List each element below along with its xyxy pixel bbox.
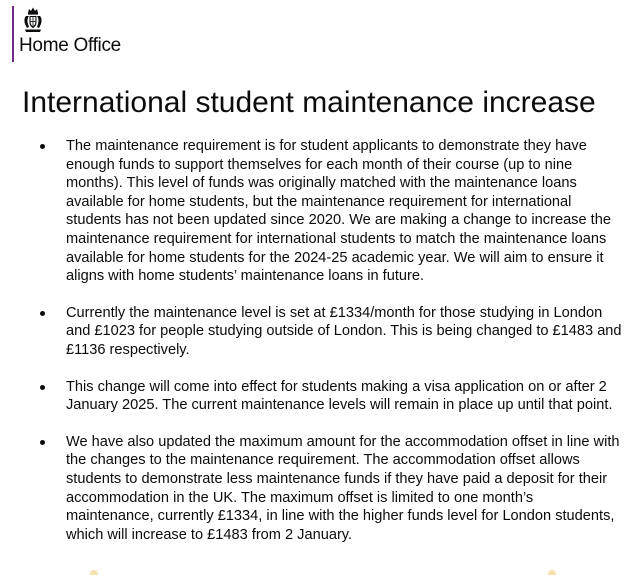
bullet-dot (40, 311, 45, 316)
list-item (22, 304, 622, 360)
list-item-text: We have also updated the maximum amount for the accommodation offset in line with the changes to the maintenance requirement. The accommodation offset allows students to demonstrate less maintenance funds if they have paid a deposit for their accommodation in the UK. The maximum offset is limited to one month’s maintenance, currently £1334, in line with the higher funds level for London students, which will increase to £1483 from 2 January. (66, 433, 620, 543)
logo-inner (19, 6, 121, 62)
decorative-mark-left (90, 570, 98, 575)
department-name: Home Office (19, 35, 121, 56)
royal-coat-of-arms-icon (22, 6, 44, 34)
list-item-text: The maintenance requirement is for student applicants to demonstrate they have enough funds to support themselves for each month of their course (up to nine months). This level of funds was originally matched with the maintenance loans available for home students, but the maintenance requirement for international students has not been updated since 2020. We are making a change to increase the maintenance requirement for international students to match the maintenance loans available for home students for the 2024-25 academic year. We will aim to ensure it aligns with home students’ maintenance loans in future. (66, 138, 611, 285)
bullet-dot (40, 385, 45, 390)
bullet-dot (40, 440, 45, 445)
bullet-list (22, 137, 622, 562)
list-item (22, 433, 622, 545)
list-item (22, 137, 622, 286)
home-office-logo (12, 6, 121, 62)
list-item-text: This change will come into effect for students making a visa application on or after 2 January 2025. The current maintenance levels will remain in place up until that point. (66, 378, 613, 414)
decorative-mark-right (548, 570, 556, 575)
brand-bar (12, 6, 14, 62)
list-item-text: Currently the maintenance level is set at £1334/month for those studying in London and £1023 for people studying outside of London. This is being changed to £1483 and £1136 respectively. (66, 304, 622, 358)
page-title: International student maintenance increase (22, 86, 596, 119)
bullet-dot (40, 144, 45, 149)
list-item (22, 378, 622, 415)
